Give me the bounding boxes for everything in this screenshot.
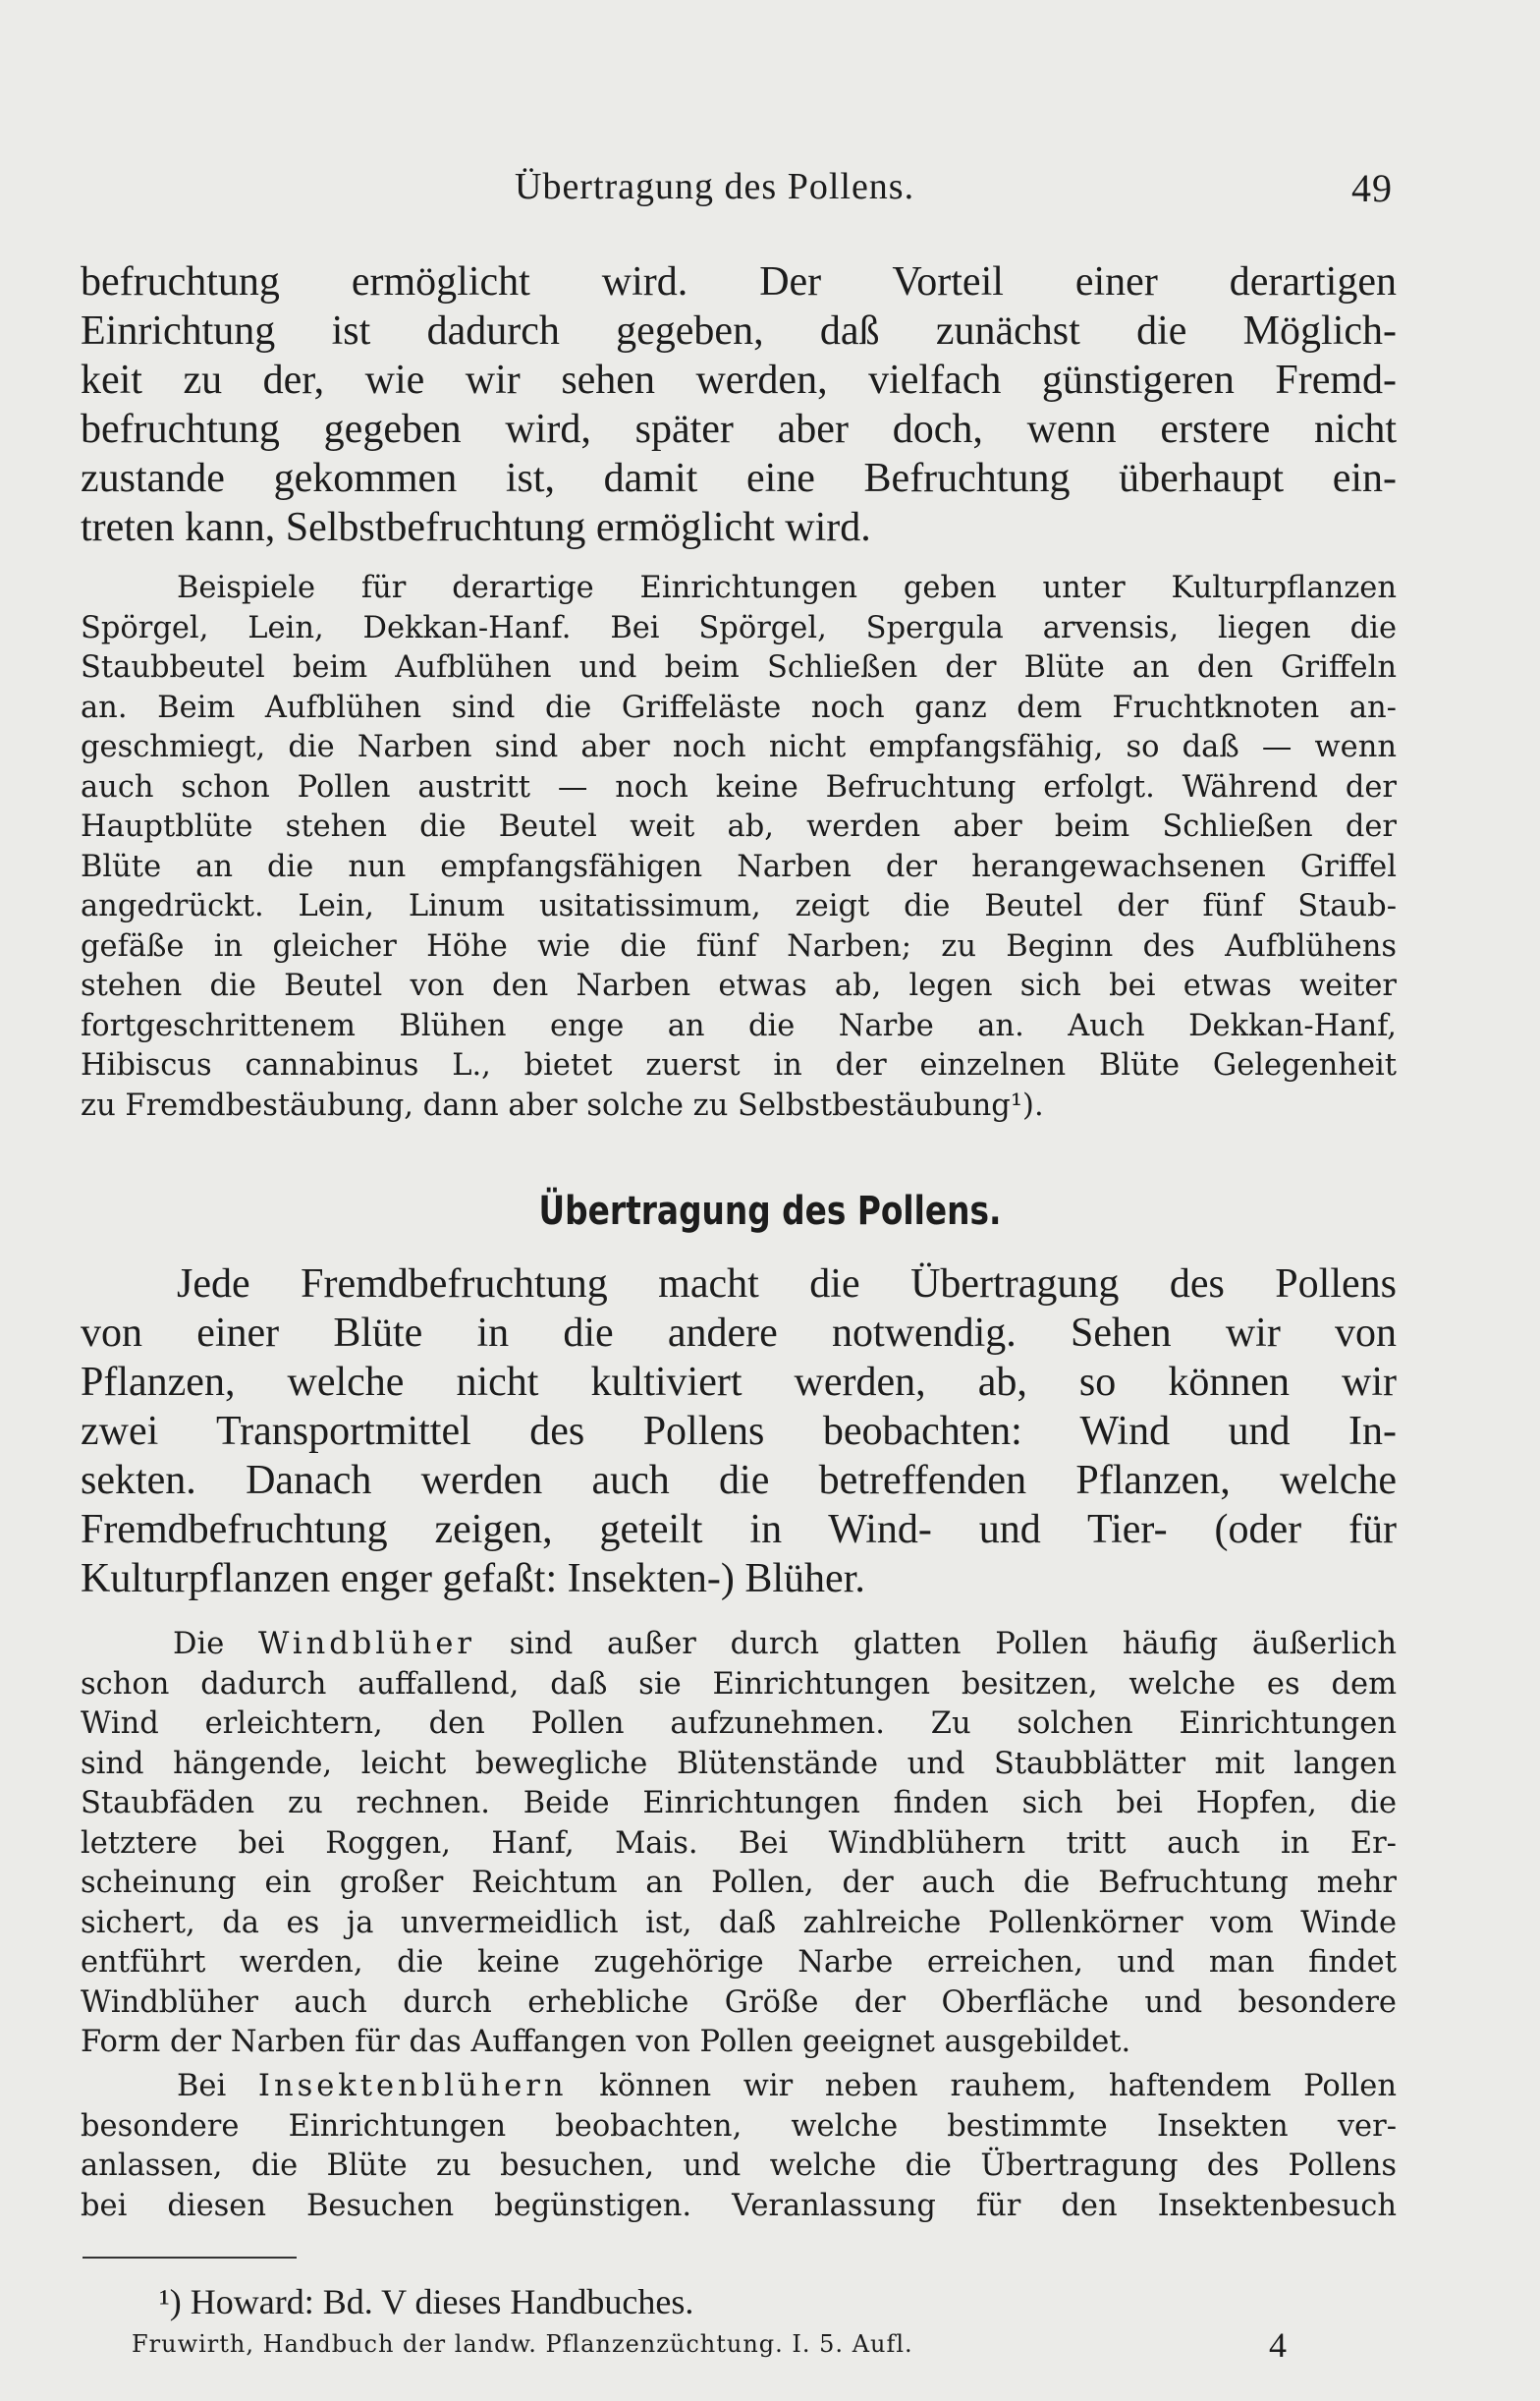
text-line: treten kann, Selbstbefruchtung ermöglicht wird. bbox=[81, 505, 871, 550]
text-run: sind außer durch glatten Pollen häufig äußerlich bbox=[474, 1627, 1397, 1661]
paragraph-insect-pollinators bbox=[81, 2067, 1397, 2226]
section-heading: Übertragung des Pollens. bbox=[538, 1189, 1002, 1234]
footnote-rule bbox=[82, 2257, 297, 2259]
text-line: Form der Narben für das Auffangen von Pollen geeignet ausgebildet. bbox=[81, 2025, 1131, 2059]
paragraph-examples bbox=[81, 569, 1397, 1126]
text-line: fortgeschrittenem Blühen enge an die Narbe an. Auch Dekkan-Hanf, bbox=[81, 1008, 1397, 1043]
text-line: zustande gekommen ist, damit eine Befruchtung überhaupt ein- bbox=[81, 456, 1397, 501]
text-line: geschmiegt, die Narben sind aber noch nicht empfangsfähig, so daß — wenn bbox=[81, 730, 1397, 764]
text-run: Die bbox=[173, 1627, 259, 1661]
running-title: Übertragung des Pollens. bbox=[515, 166, 915, 207]
running-header bbox=[0, 165, 1540, 214]
sheet-signature: 4 bbox=[1269, 2325, 1287, 2365]
text-line: Blüte an die nun empfangsfähigen Narben der herangewachsenen Griffel bbox=[81, 849, 1397, 884]
print-signature-line: Fruwirth, Handbuch der landw. Pflanzenzüchtung. I. 5. Aufl. bbox=[132, 2330, 913, 2358]
text-line: Jede Fremdbefruchtung macht die Übertragung des Pollens bbox=[177, 1261, 1397, 1307]
paragraph-intro bbox=[81, 1259, 1397, 1603]
text-line bbox=[81, 2067, 1397, 2107]
text-line: Staubbeutel beim Aufblühen und beim Schließen der Blüte an den Griffeln bbox=[81, 650, 1397, 685]
text-line: bei diesen Besuchen begünstigen. Veranlassung für den Insektenbesuch bbox=[81, 2188, 1397, 2223]
text-line: Windblüher auch durch erhebliche Größe der Oberfläche und besondere bbox=[81, 1984, 1397, 2020]
paragraph-wind-pollinators bbox=[81, 1625, 1397, 2063]
footnote: ¹) Howard: Bd. V dieses Handbuches. bbox=[159, 2282, 694, 2321]
text-line: an. Beim Aufblühen sind die Griffeläste noch ganz dem Fruchtknoten an- bbox=[81, 690, 1397, 725]
text-line: auch schon Pollen austritt — noch keine Befruchtung erfolgt. Während der bbox=[81, 769, 1397, 805]
emphasized-term: Insektenblühern bbox=[257, 2069, 568, 2103]
text-line: entführt werden, die keine zugehörige Narbe erreichen, und man findet bbox=[81, 1945, 1397, 1980]
text-line: befruchtung gegeben wird, später aber doch, wenn erstere nicht bbox=[81, 407, 1397, 452]
page-number: 49 bbox=[1351, 166, 1393, 210]
text-line: schon dadurch auffallend, daß sie Einrichtungen besitzen, welche es dem bbox=[81, 1666, 1397, 1702]
text-line: Spörgel, Lein, Dekkan-Hanf. Bei Spörgel, Spergula arvensis, liegen die bbox=[81, 610, 1397, 645]
text-line: sind hängende, leicht bewegliche Blütenstände und Staubblätter mit langen bbox=[81, 1746, 1397, 1781]
paragraph-continued bbox=[81, 257, 1397, 552]
text-line bbox=[81, 1625, 1397, 1665]
text-line: besondere Einrichtungen beobachten, welche bestimmte Insekten ver- bbox=[81, 2108, 1397, 2144]
text-line: Beispiele für derartige Einrichtungen geben unter Kulturpflanzen bbox=[177, 571, 1397, 605]
emphasized-term: Windblüher bbox=[258, 1627, 475, 1661]
text-line: letztere bei Roggen, Hanf, Mais. Bei Windblühern tritt auch in Er- bbox=[81, 1825, 1397, 1861]
text-line: stehen die Beutel von den Narben etwas ab, legen sich bei etwas weiter bbox=[81, 969, 1397, 1003]
text-line: angedrückt. Lein, Linum usitatissimum, zeigt die Beutel der fünf Staub- bbox=[81, 889, 1397, 923]
text-line: von einer Blüte in die andere notwendig. Sehen wir von bbox=[81, 1311, 1397, 1356]
text-line: zwei Transportmittel des Pollens beobachten: Wind und In- bbox=[81, 1409, 1397, 1454]
text-line: Staubfäden zu rechnen. Beide Einrichtungen finden sich bei Hopfen, die bbox=[81, 1786, 1397, 1820]
text-line: scheinung ein großer Reichtum an Pollen, der auch die Befruchtung mehr bbox=[81, 1866, 1397, 1900]
text-line: keit zu der, wie wir sehen werden, vielfach günstigeren Fremd- bbox=[81, 358, 1397, 403]
text-line: Wind erleichtern, den Pollen aufzunehmen. Zu solchen Einrichtungen bbox=[81, 1706, 1397, 1741]
text-line: gefäße in gleicher Höhe wie die fünf Narben; zu Beginn des Aufblühens bbox=[81, 928, 1397, 964]
text-line: Hibiscus cannabinus L., bietet zuerst in der einzelnen Blüte Gelegenheit bbox=[81, 1048, 1397, 1083]
text-line: Pflanzen, welche nicht kultiviert werden, ab, so können wir bbox=[81, 1360, 1397, 1405]
text-line: Hauptblüte stehen die Beutel weit ab, werden aber beim Schließen der bbox=[81, 810, 1397, 844]
text-run: Bei bbox=[177, 2069, 258, 2103]
text-line: sichert, da es ja unvermeidlich ist, daß zahlreiche Pollenkörner vom Winde bbox=[81, 1905, 1397, 1940]
text-line: Einrichtung ist dadurch gegeben, daß zunächst die Möglich- bbox=[81, 308, 1397, 354]
text-line: sekten. Danach werden auch die betreffenden Pflanzen, welche bbox=[81, 1458, 1397, 1503]
text-line: anlassen, die Blüte zu besuchen, und welche die Übertragung des Pollens bbox=[81, 2149, 1397, 2183]
text-line: Fremdbefruchtung zeigen, geteilt in Wind- und Tier- (oder für bbox=[81, 1507, 1397, 1552]
text-run: können wir neben rauhem, haftendem Pollen bbox=[567, 2069, 1397, 2103]
text-line: Kulturpflanzen enger gefaßt: Insekten-) Blüher. bbox=[81, 1556, 865, 1601]
text-line: zu Fremdbestäubung, dann aber solche zu Selbstbestäubung¹). bbox=[81, 1088, 1044, 1123]
text-line: befruchtung ermöglicht wird. Der Vorteil einer derartigen bbox=[81, 259, 1397, 305]
